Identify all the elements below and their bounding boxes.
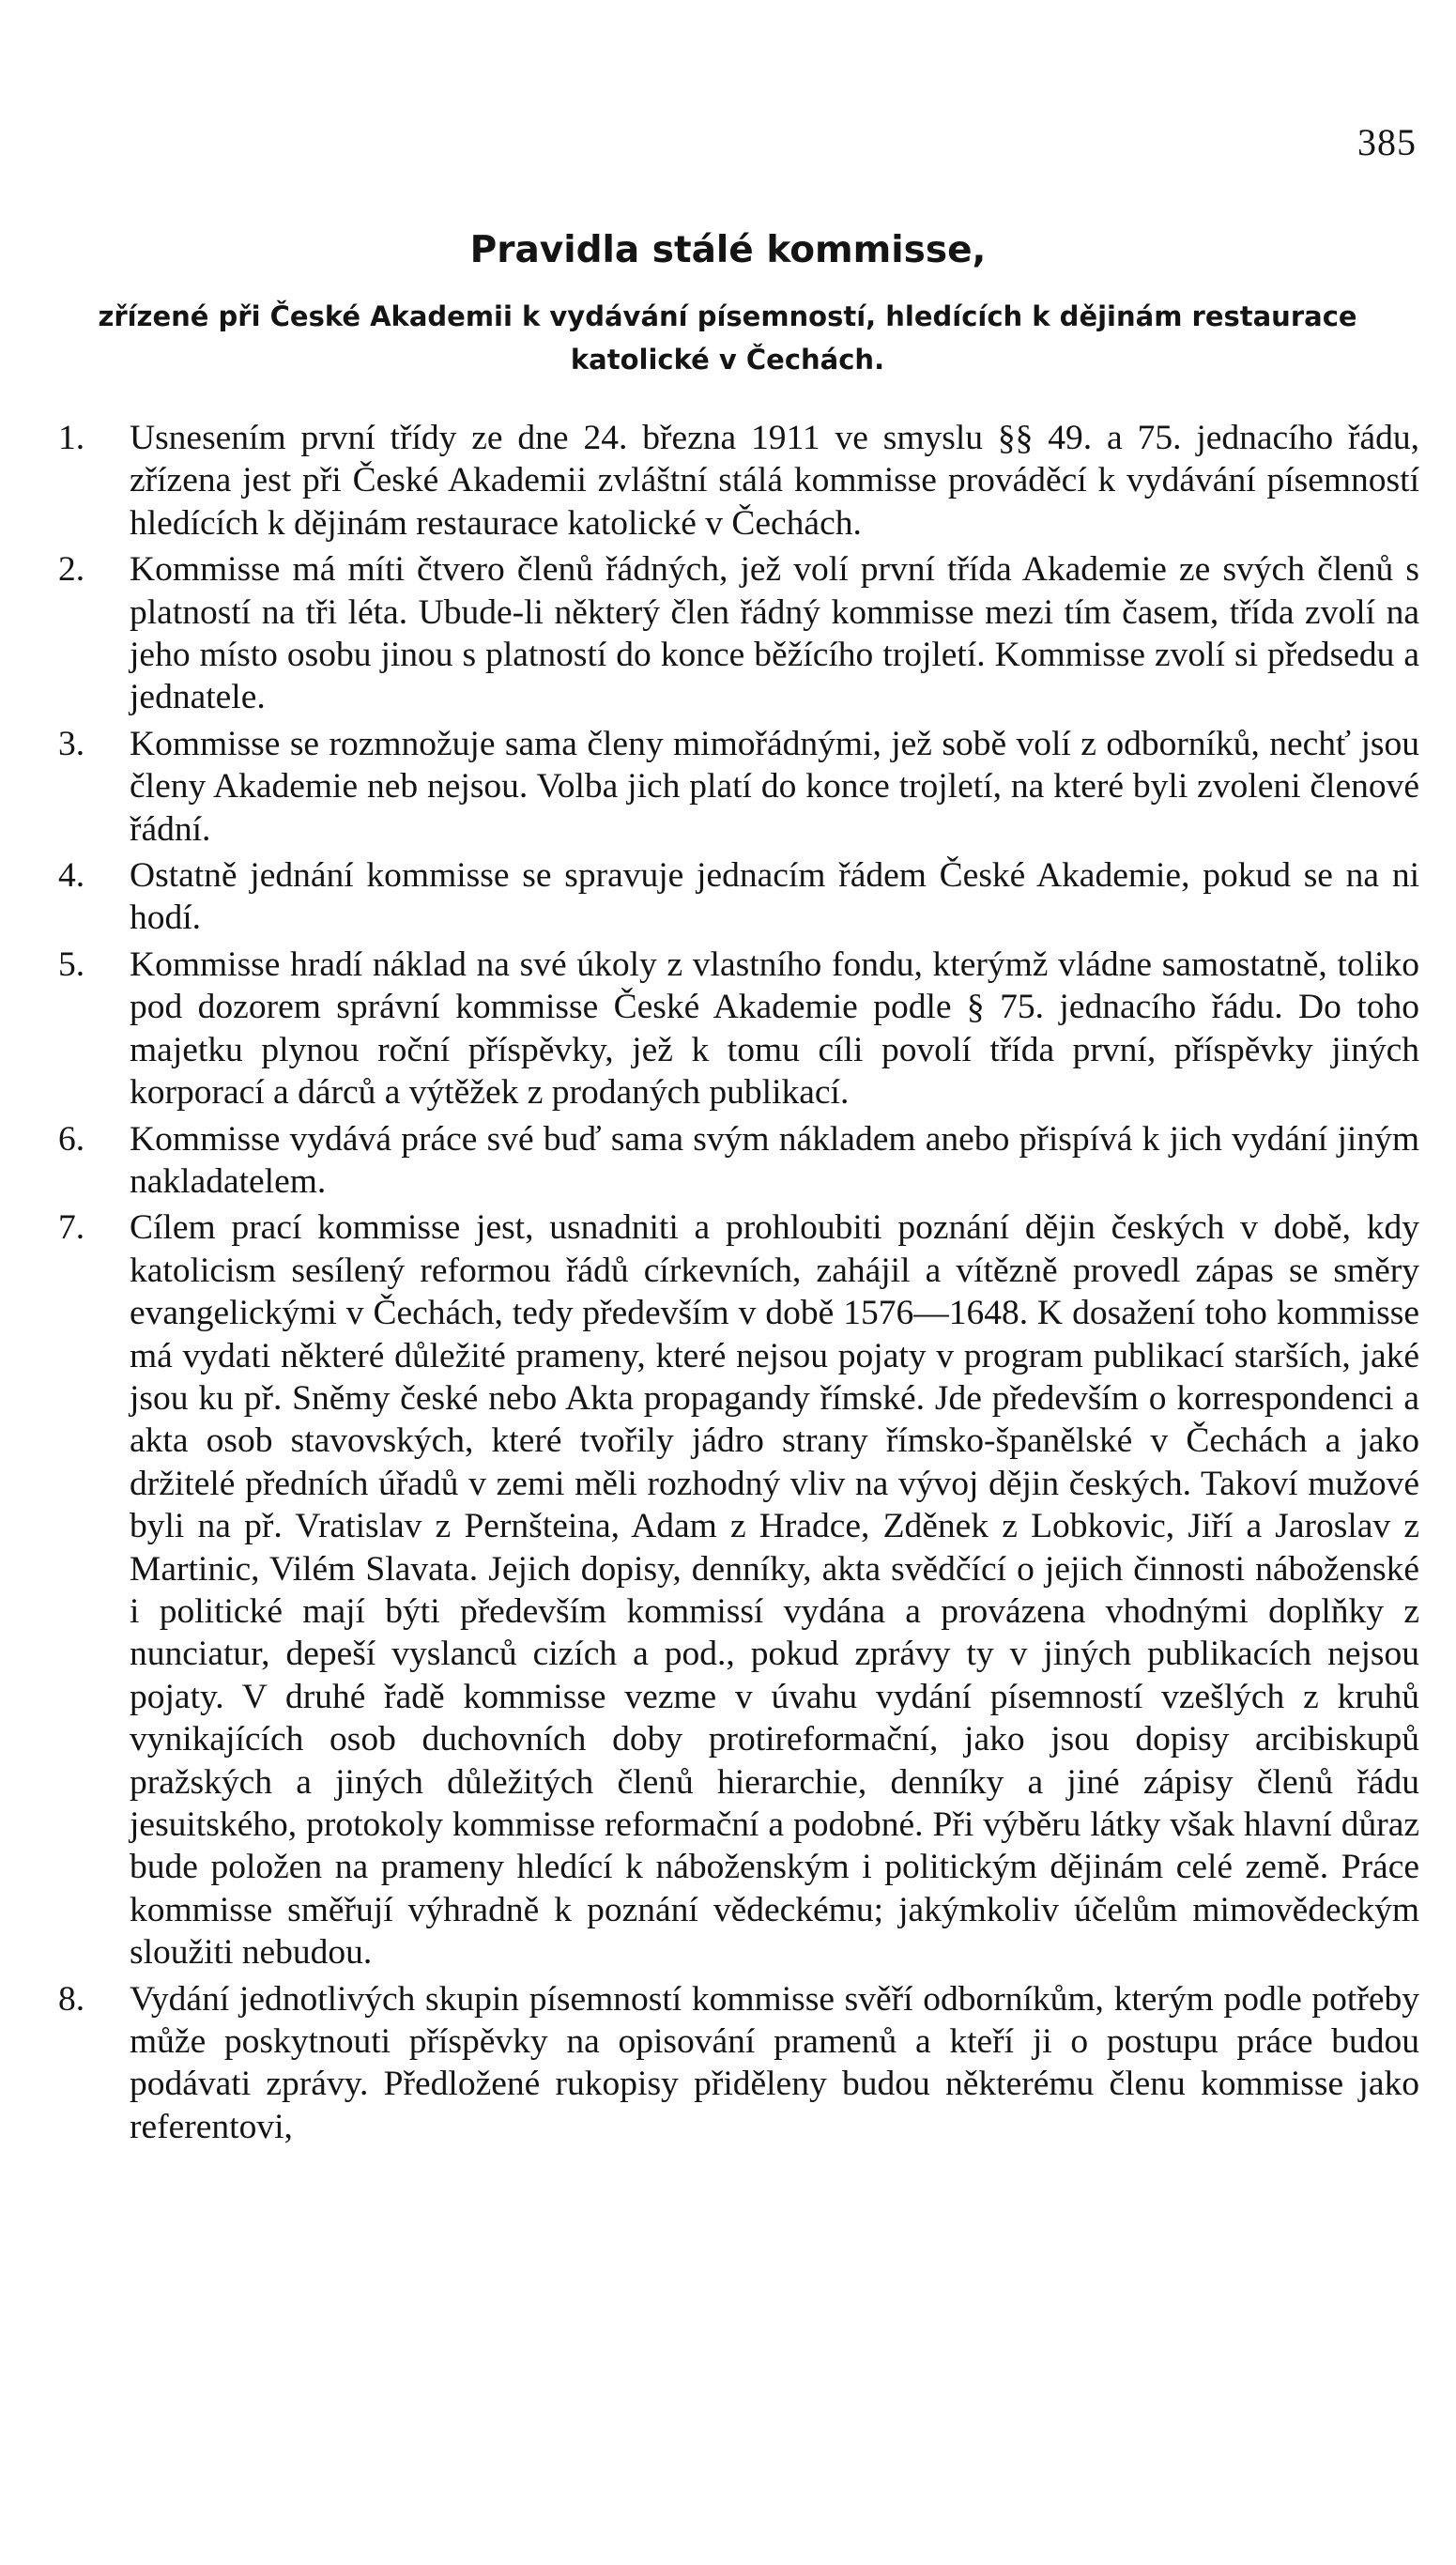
rule-text: Kommisse se rozmnožuje sama členy mimořádnými, jež sobě volí z odborníků, nechť jsou členy Akademie neb nejsou. Volba jich platí do konce trojletí, na které byli zvoleni členové řádní. bbox=[130, 724, 1419, 849]
rule-number: 6. bbox=[58, 1119, 85, 1159]
rule-number: 2. bbox=[58, 550, 85, 590]
page-number: 385 bbox=[1357, 121, 1417, 163]
rule-text: Cílem prací kommisse jest, usnadniti a prohloubiti poznání dějin českých v době, kdy katolicism sesílený reformou řádů církevních, zahájil a vítězně provedl zápas se směry evangelickými v Čechách, tedy především v době 1576—1648. K dosažení toho kommisse má vydati některé důležité prameny, které nejsou pojaty v program publikací starších, jaké jsou ku př. Sněmy české nebo Akta propagandy římské. Jde především o korrespondenci a akta osob stavovských, které tvořily jádro strany římsko-španělské v Čechách a jako držitelé předních úřadů v zemi měli rozhodný vliv na vývoj dějin českých. Takoví mužové byli na př. Vratislav z Pernšteina, Adam z Hradce, Zděnek z Lobkovic, Jiří a Jaroslav z Martinic, Vilém Slavata. Jejich dopisy, denníky, akta svědčící o jejich činnosti náboženské i politické mají býti především kommissí vydána a provázena vhodnými doplňky z nunciatur, depeší vyslanců cizích a pod., pokud zprávy ty v jiných publikacích nejsou pojaty. V druhé řadě kommisse vezme v úvahu vydání písemností vzešlých z kruhů vynikajících osob duchovních doby protireformační, jako jsou dopisy arcibiskupů pražských a jiných důležitých členů hierarchie, denníky a jiné zápisy členů řádu jesuitského, protokoly kommisse reformační a podobné. Při výběru látky však hlavní důraz bude položen na prameny hledící k náboženským i politickým dějinám celé země. Práce kommisse směřují výhradně k poznání vědeckému; jakýmkoliv účelům mimovědeckým sloužiti nebudou. bbox=[130, 1208, 1419, 1973]
rule-text: Vydání jednotlivých skupin písemností kommisse svěří odborníkům, kterým podle potřeby může poskytnouti příspěvky na opisování pramenů a kteří ji o postupu práce budou podávati zprávy. Předložené rukopisy přiděleny budou některému členu kommisse jako referentovi, bbox=[130, 1979, 1419, 2146]
rule-text: Kommisse vydává práce své buď sama svým nákladem anebo přispívá k jich vydání jiným nakladatelem. bbox=[130, 1119, 1419, 1201]
rule-text: Kommisse hradí náklad na své úkoly z vlastního fondu, kterýmž vládne samostatně, toliko pod dozorem správní kommisse České Akademie podle § 75. jednacího řádu. Do toho majetku plynou roční příspěvky, jež k tomu cíli povolí třída první, příspěvky jiných korporací a dárců a výtěžek z prodaných publikací. bbox=[130, 945, 1419, 1113]
rule-item-8 bbox=[58, 1978, 1419, 2149]
document-title: Pravidla stálé kommisse, bbox=[469, 229, 987, 271]
rule-text: Usnesením první třídy ze dne 24. března 1911 ve smyslu §§ 49. a 75. jednacího řádu, zřízena jest při České Akademii zvláštní stálá kommisse prováděcí k vydávání písemností hledících k dějinám restaurace katolické v Čechách. bbox=[130, 419, 1419, 543]
rule-number: 1. bbox=[58, 419, 85, 457]
rule-item-6 bbox=[58, 1118, 1419, 1204]
rule-number: 7. bbox=[58, 1208, 85, 1248]
rule-number: 5. bbox=[58, 945, 85, 984]
rule-item-1 bbox=[58, 417, 1419, 545]
rule-text: Kommisse má míti čtvero členů řádných, jež volí první třída Akademie ze svých členů s platností na tři léta. Ubude-li některý člen řádný kommisse mezi tím časem, třída zvolí na jeho místo osobu jinou s platností do konce běžícího trojletí. Kommisse zvolí si předsedu a jednatele. bbox=[130, 550, 1419, 717]
rule-number: 4. bbox=[58, 856, 85, 896]
rule-item-3 bbox=[58, 723, 1419, 851]
rules-list bbox=[58, 417, 1419, 2152]
rule-number: 3. bbox=[58, 724, 85, 763]
rule-item-5 bbox=[58, 944, 1419, 1114]
rule-item-2 bbox=[58, 548, 1419, 719]
rule-item-4 bbox=[58, 854, 1419, 940]
rule-item-7 bbox=[58, 1206, 1419, 1974]
rule-number: 8. bbox=[58, 1979, 85, 2019]
document-subtitle: zřízené při České Akademii k vydávání písemností, hledících k dějinám restaurace katolické v Čechách. bbox=[98, 300, 1357, 376]
rule-text: Ostatně jednání kommisse se spravuje jednacím řádem České Akademie, pokud se na ni hodí. bbox=[130, 856, 1419, 938]
